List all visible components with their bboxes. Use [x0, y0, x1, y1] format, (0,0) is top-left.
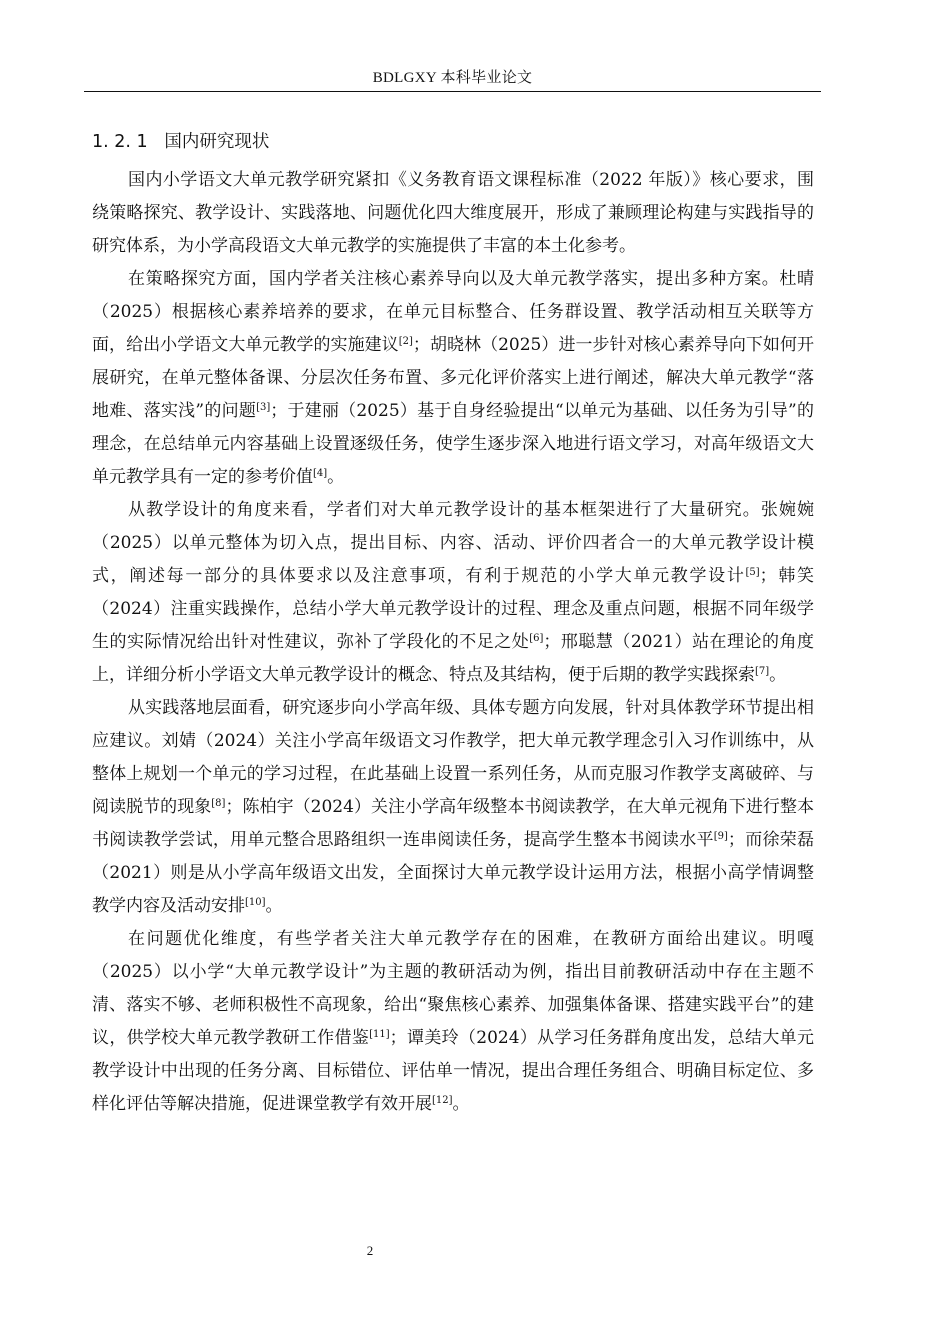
text-run: 国内小学语文大单元教学研究紧扣《义务教育语文课程标准（2022 年版）》核心要求，围绕策略探究、教学设计、实践落地、问题优化四大维度展开，形成了兼顾理论构建与实践指导的研究体系，为小学高段语文大单元教学的实施提供了丰富的本土化参考。	[92, 170, 814, 256]
text-run: 。	[265, 896, 283, 916]
citation-ref: [5]	[745, 567, 760, 578]
text-run: 从教学设计的角度来看，学者们对大单元教学设计的基本框架进行了大量研究。张婉婉（2025）以单元整体为切入点，提出目标、内容、活动、评价四者合一的大单元教学设计模式，阐述每一部分的具体要求以及注意事项，有利于规范的小学大单元教学设计	[92, 500, 814, 586]
citation-ref: [2]	[398, 336, 413, 347]
text-run: ；谭美玲（2024）从学习任务群角度出发，总结大单元教学设计中出现的任务分离、目标错位、评估单一情况，提出合理任务组合、明确目标定位、多样化评估等解决措施，促进课堂教学有效开展	[92, 1028, 814, 1114]
text-run: 。	[327, 467, 345, 487]
citation-ref: [9]	[713, 831, 728, 842]
section-number: 1. 2. 1	[92, 132, 148, 152]
page-header: BDLGXY 本科毕业论文	[372, 70, 533, 86]
body-text	[92, 164, 814, 1121]
citation-ref: [10]	[245, 897, 266, 908]
text-run: ；韩笑（2024）注重实践操作，总结小学大单元教学设计的过程、理念及重点问题，根据不同年级学生的实际情况给出针对性建议，弥补了学段化的不足之处	[92, 566, 814, 652]
page-number: 2	[366, 1243, 374, 1258]
paragraph	[92, 923, 814, 1121]
citation-ref: [8]	[211, 798, 226, 809]
text-run: 在问题优化维度，有些学者关注大单元教学存在的困难，在教研方面给出建议。明嘎（2025）以小学“大单元教学设计”为主题的教研活动为例，指出目前教研活动中存在主题不清、落实不够、老师积极性不高现象，给出“聚焦核心素养、加强集体备课、搭建实践平台”的建议，供学校大单元教学教研工作借鉴	[92, 929, 814, 1048]
text-run: ；陈柏宇（2024）关注小学高年级整本书阅读教学，在大单元视角下进行整本书阅读教学尝试，用单元整合思路组织一连串阅读任务，提高学生整本书阅读水平	[92, 797, 814, 850]
paragraph	[92, 164, 814, 263]
text-run: 。	[769, 665, 787, 685]
citation-ref: [7]	[755, 666, 770, 677]
section-heading	[92, 128, 269, 153]
text-run: ；胡晓林（2025）进一步针对核心素养导向下如何开展研究，在单元整体备课、分层次任务布置、多元化评价落实上进行阐述，解决大单元教学“落地难、落实浅”的问题	[92, 335, 815, 421]
text-run: 在策略探究方面，国内学者关注核心素养导向以及大单元教学落实，提出多种方案。杜晴（2025）根据核心素养培养的要求，在单元目标整合、任务群设置、教学活动相互关联等方面，给出小学语文大单元教学的实施建议	[92, 269, 814, 355]
header-rule	[84, 91, 821, 92]
text-run: 。	[452, 1094, 470, 1114]
paragraph	[92, 263, 814, 494]
text-run: ；于建丽（2025）基于自身经验提出“以单元为基础、以任务为引导”的理念，在总结单元内容基础上设置逐级任务，使学生逐步深入地进行语文学习，对高年级语文大单元教学具有一定的参考价值	[92, 401, 814, 487]
citation-ref: [3]	[256, 402, 271, 413]
text-run: ；邢聪慧（2021）站在理论的角度上，详细分析小学语文大单元教学设计的概念、特点及其结构，便于后期的教学实践探索	[92, 632, 815, 685]
text-run: ；而徐荣磊（2021）则是从小学高年级语文出发，全面探讨大单元教学设计运用方法，根据小高学情调整教学内容及活动安排	[92, 830, 815, 916]
text-run: 从实践落地层面看，研究逐步向小学高年级、具体专题方向发展，针对具体教学环节提出相应建议。刘婧（2024）关注小学高年级语文习作教学，把大单元教学理念引入习作训练中，从整体上规划一个单元的学习过程，在此基础上设置一系列任务，从而克服习作教学支离破碎、与阅读脱节的现象	[92, 698, 814, 817]
paragraph	[92, 692, 814, 923]
section-title: 国内研究现状	[164, 132, 270, 152]
citation-ref: [11]	[369, 1029, 390, 1040]
paragraph	[92, 494, 814, 692]
citation-ref: [6]	[529, 633, 544, 644]
citation-ref: [12]	[432, 1095, 453, 1106]
citation-ref: [4]	[313, 468, 328, 479]
